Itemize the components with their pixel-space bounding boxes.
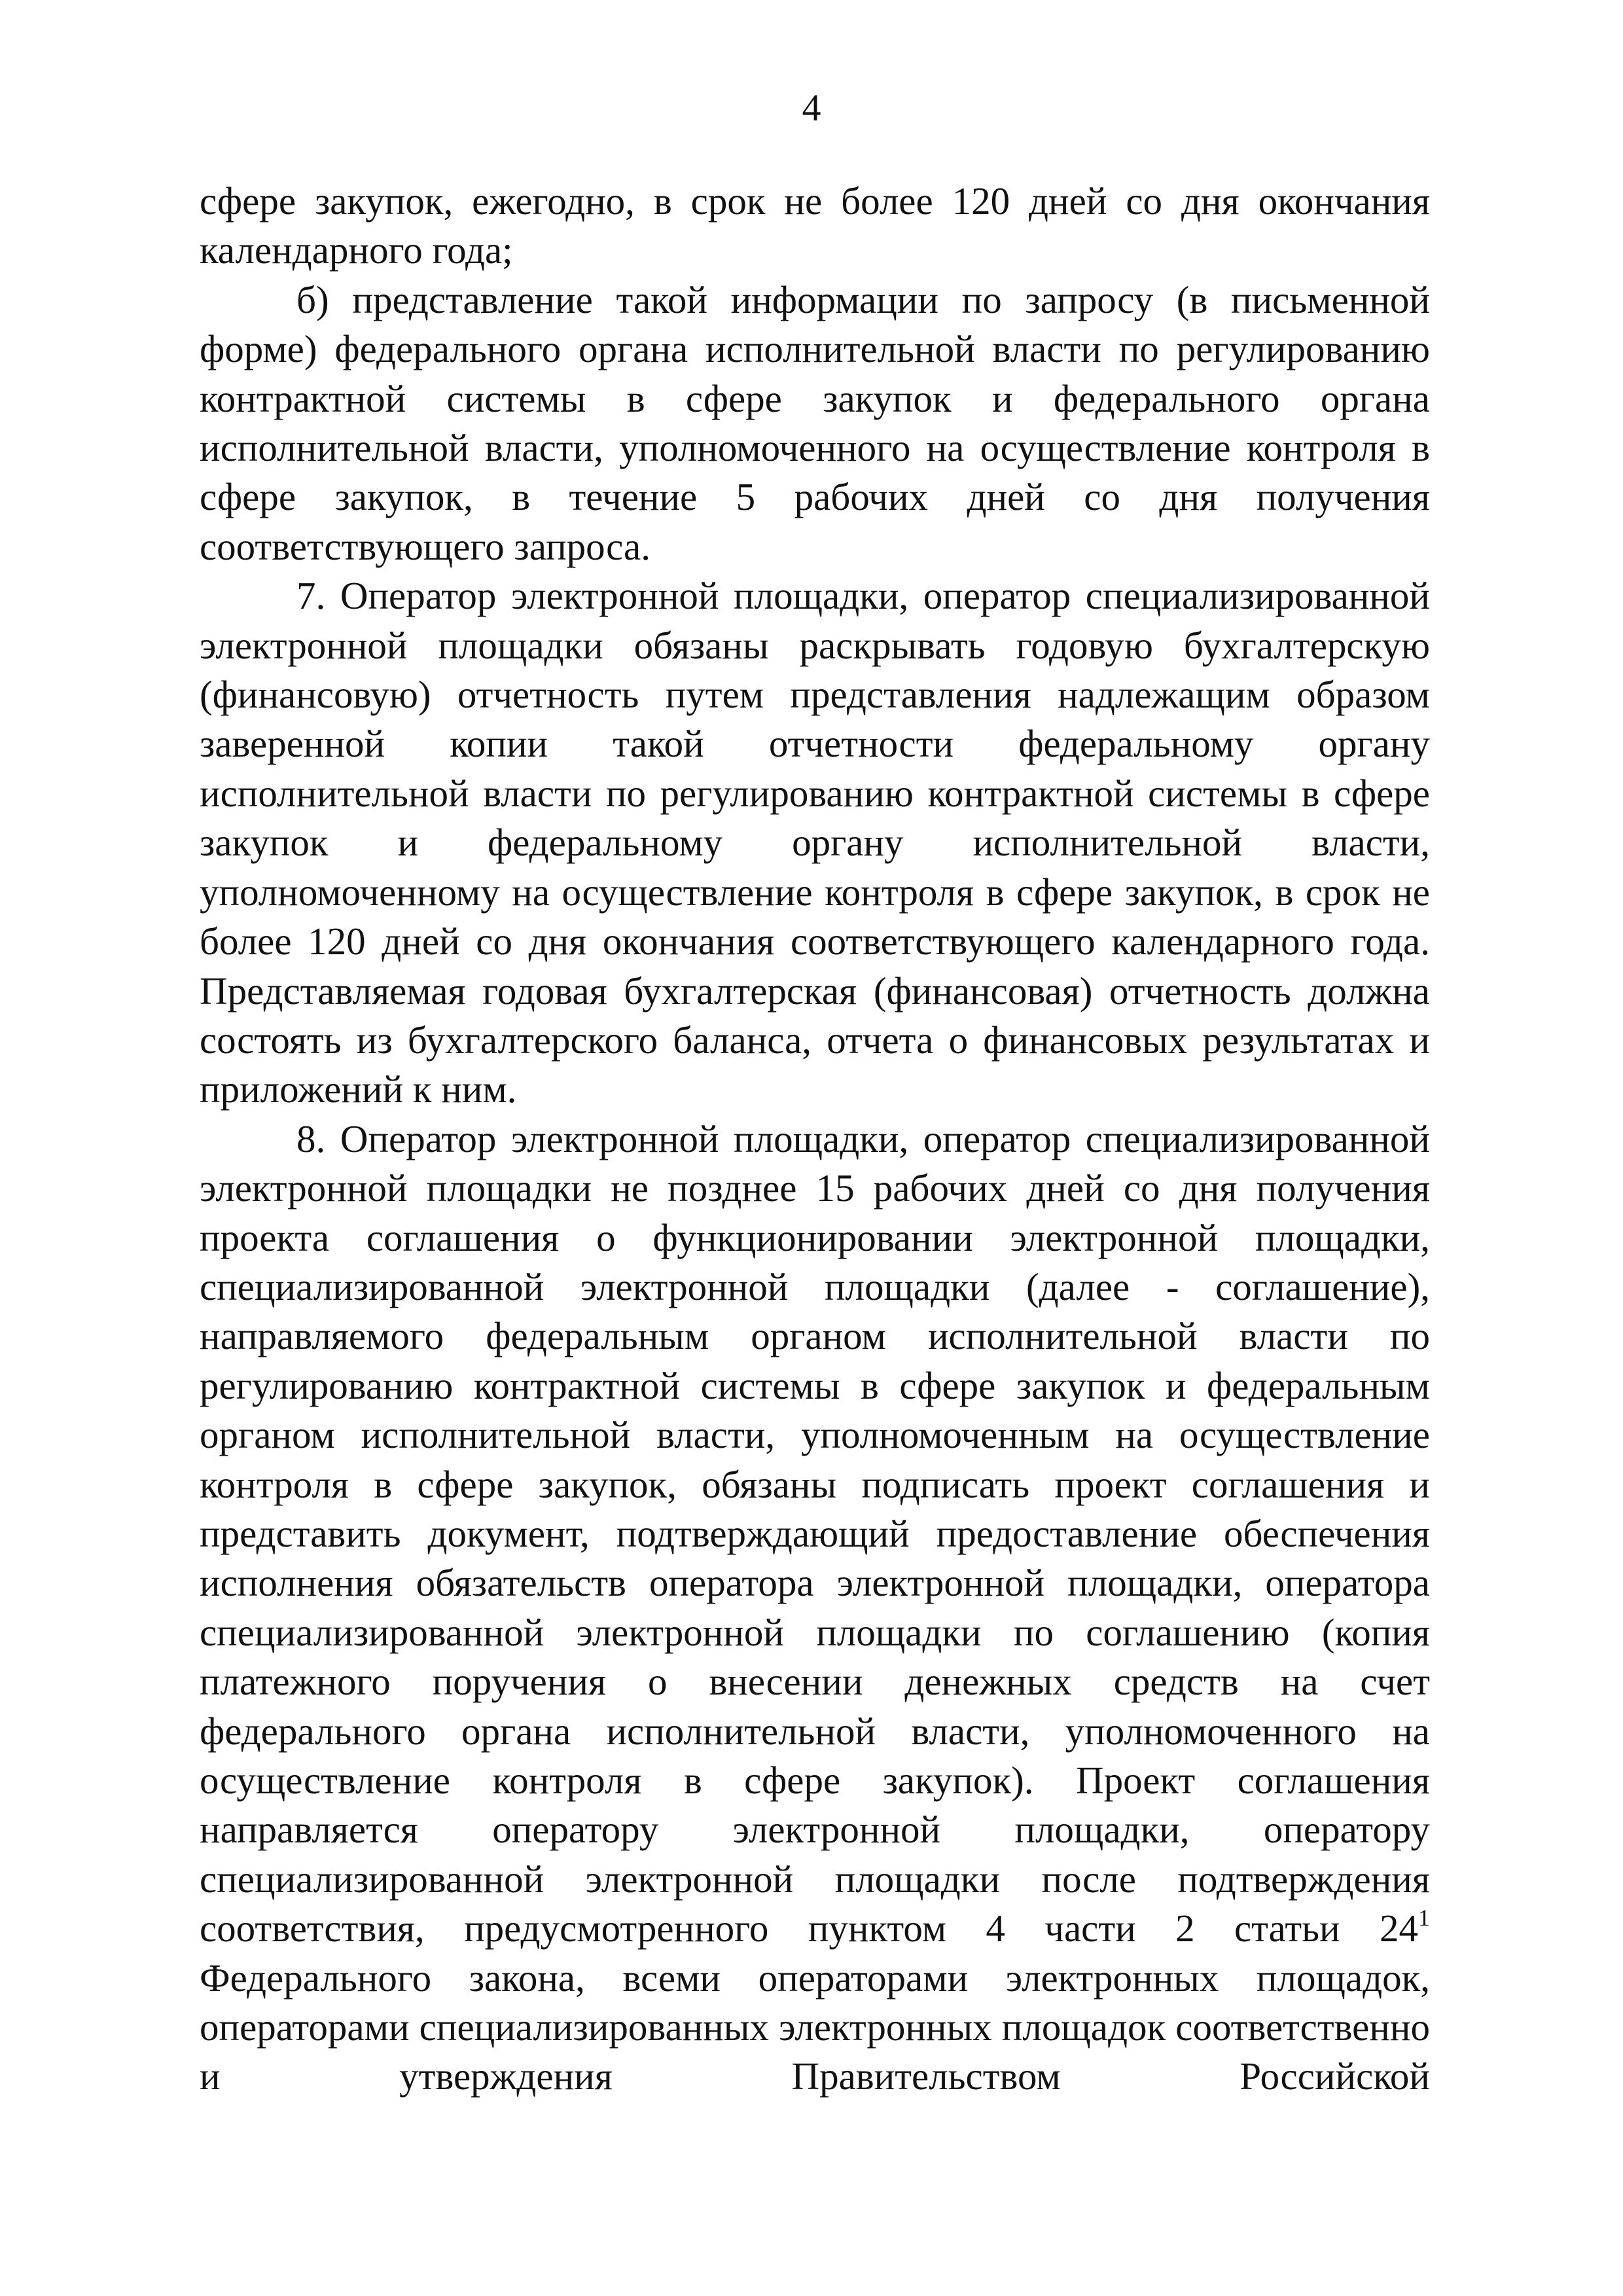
- document-body: [200, 177, 1430, 2102]
- paragraph-b: б) представление такой информации по запросу (в письменной форме) федерального органа исполнительной власти по регулированию контрактной системы в сфере закупок и федерального органа исполнительной власти, уполномоченного на осуществление контроля в сфере закупок, в течение 5 рабочих дней со дня получения соответствующего запроса.: [200, 278, 1430, 568]
- paragraph-8: [200, 1115, 1430, 2102]
- paragraph-continuation: сфере закупок, ежегодно, в срок не более 120 дней со дня окончания календарного года;: [200, 179, 1430, 272]
- article-superscript: 1: [1418, 1905, 1430, 1931]
- paragraph-7: 7. Оператор электронной площадки, оператор специализированной электронной площадки обязаны раскрывать годовую бухгалтерскую (финансовую) отчетность путем представления надлежащим образом заверенной копии такой отчетности федеральному органу исполнительной власти по регулированию контрактной системы в сфере закупок и федеральному органу исполнительной власти, уполномоченному на осуществление контроля в сфере закупок, в срок не более 120 дней со дня окончания соответствующего календарного года. Представляемая годовая бухгалтерская (финансовая) отчетность должна состоять из бухгалтерского баланса, отчета о финансовых результатах и приложений к ним.: [200, 574, 1430, 1111]
- page-number: 4: [802, 86, 821, 129]
- paragraph-8-text-end: Федерального закона, всеми операторами электронных площадок, операторами специализированных электронных площадок соответственно и утверждения Правительством Российской: [200, 1956, 1430, 2098]
- paragraph-8-text-start: 8. Оператор электронной площадки, оператор специализированной электронной площадки не позднее 15 рабочих дней со дня получения проекта соглашения о функционировании электронной площадки, специализированной электронной площадки (далее - соглашение), направляемого федеральным органом исполнительной власти по регулированию контрактной системы в сфере закупок и федеральным органом исполнительной власти, уполномоченным на осуществление контроля в сфере закупок, обязаны подписать проект соглашения и представить документ, подтверждающий предоставление обеспечения исполнения обязательств оператора электронной площадки, оператора специализированной электронной площадки по соглашению (копия платежного поручения о внесении денежных средств на счет федерального органа исполнительной власти, уполномоченного на осуществление контроля в сфере закупок). Проект соглашения направляется оператору электронной площадки, оператору специализированной электронной площадки после подтверждения соответствия, предусмотренного пунктом 4 части 2 статьи 24: [200, 1117, 1430, 1950]
